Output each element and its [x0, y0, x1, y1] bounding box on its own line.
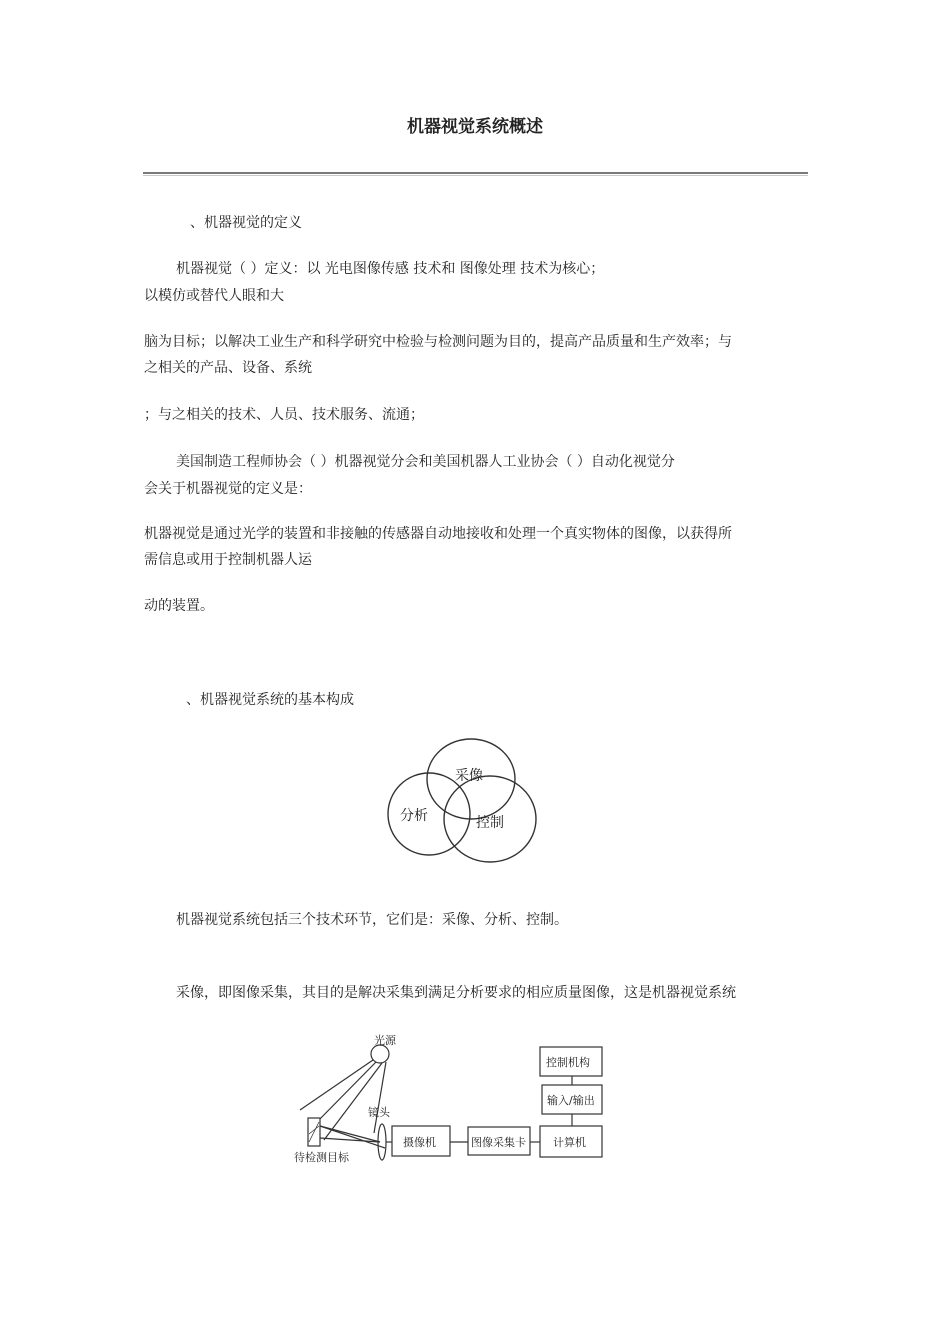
- paragraph-associations-line2: 会关于机器视觉的定义是：: [144, 481, 312, 497]
- paragraph-associations-line1: 美国制造工程师协会（ ）机器视觉分会和美国机器人工业协会（ ）自动化视觉分: [176, 454, 675, 470]
- venn-diagram: [380, 735, 550, 860]
- section1-heading: 、机器视觉的定义: [190, 215, 302, 231]
- camera-label: 摄像机: [403, 1136, 436, 1149]
- venn-label-control: 控制: [476, 815, 504, 831]
- io-label: 输入/输出: [547, 1094, 595, 1107]
- light-source-icon: [371, 1045, 389, 1063]
- paragraph-definition-quote-line3: 动的装置。: [144, 598, 214, 614]
- capture-card-label: 图像采集卡: [471, 1136, 526, 1149]
- lens-label: 镜头: [368, 1106, 390, 1119]
- paragraph-related: ；与之相关的技术、人员、技术服务、流通；: [144, 407, 424, 423]
- paragraph-goal-line1: 脑为目标；以解决工业生产和科学研究中检验与检测问题为目的，提高产品质量和生产效率；与: [144, 334, 732, 350]
- paragraph-goal-line2: 之相关的产品、设备、系统: [144, 360, 312, 376]
- reflected-ray: [320, 1126, 385, 1148]
- section2-heading: 、机器视觉系统的基本构成: [186, 692, 354, 708]
- paragraph-definition-line2: 以模仿或替代人眼和大: [144, 288, 284, 304]
- paragraph-three-stages: 机器视觉系统包括三个技术环节，它们是：采像、分析、控制。: [176, 912, 568, 928]
- light-ray: [324, 1063, 382, 1140]
- light-source-label: 光源: [374, 1034, 396, 1047]
- system-block-diagram: [290, 1030, 620, 1170]
- target-label: 待检测目标: [294, 1151, 349, 1164]
- paragraph-definition-quote-line2: 需信息或用于控制机器人运: [144, 552, 312, 568]
- computer-label: 计算机: [553, 1136, 586, 1149]
- venn-label-analysis: 分析: [400, 808, 428, 824]
- page-title: 机器视觉系统概述: [407, 117, 543, 137]
- venn-label-acquisition: 采像: [455, 768, 483, 784]
- paragraph-acquisition: 采像，即图像采集，其目的是解决采集到满足分析要求的相应质量图像，这是机器视觉系统: [176, 985, 736, 1001]
- title-divider: [143, 172, 808, 174]
- paragraph-definition-line1: 机器视觉（ ）定义：以 光电图像传感 技术和 图像处理 技术为核心；: [176, 261, 605, 277]
- title-divider-shadow: [143, 175, 808, 176]
- control-label: 控制机构: [546, 1056, 590, 1069]
- light-ray: [374, 1062, 386, 1133]
- paragraph-definition-quote-line1: 机器视觉是通过光学的装置和非接触的传感器自动地接收和处理一个真实物体的图像，以获得所: [144, 526, 732, 542]
